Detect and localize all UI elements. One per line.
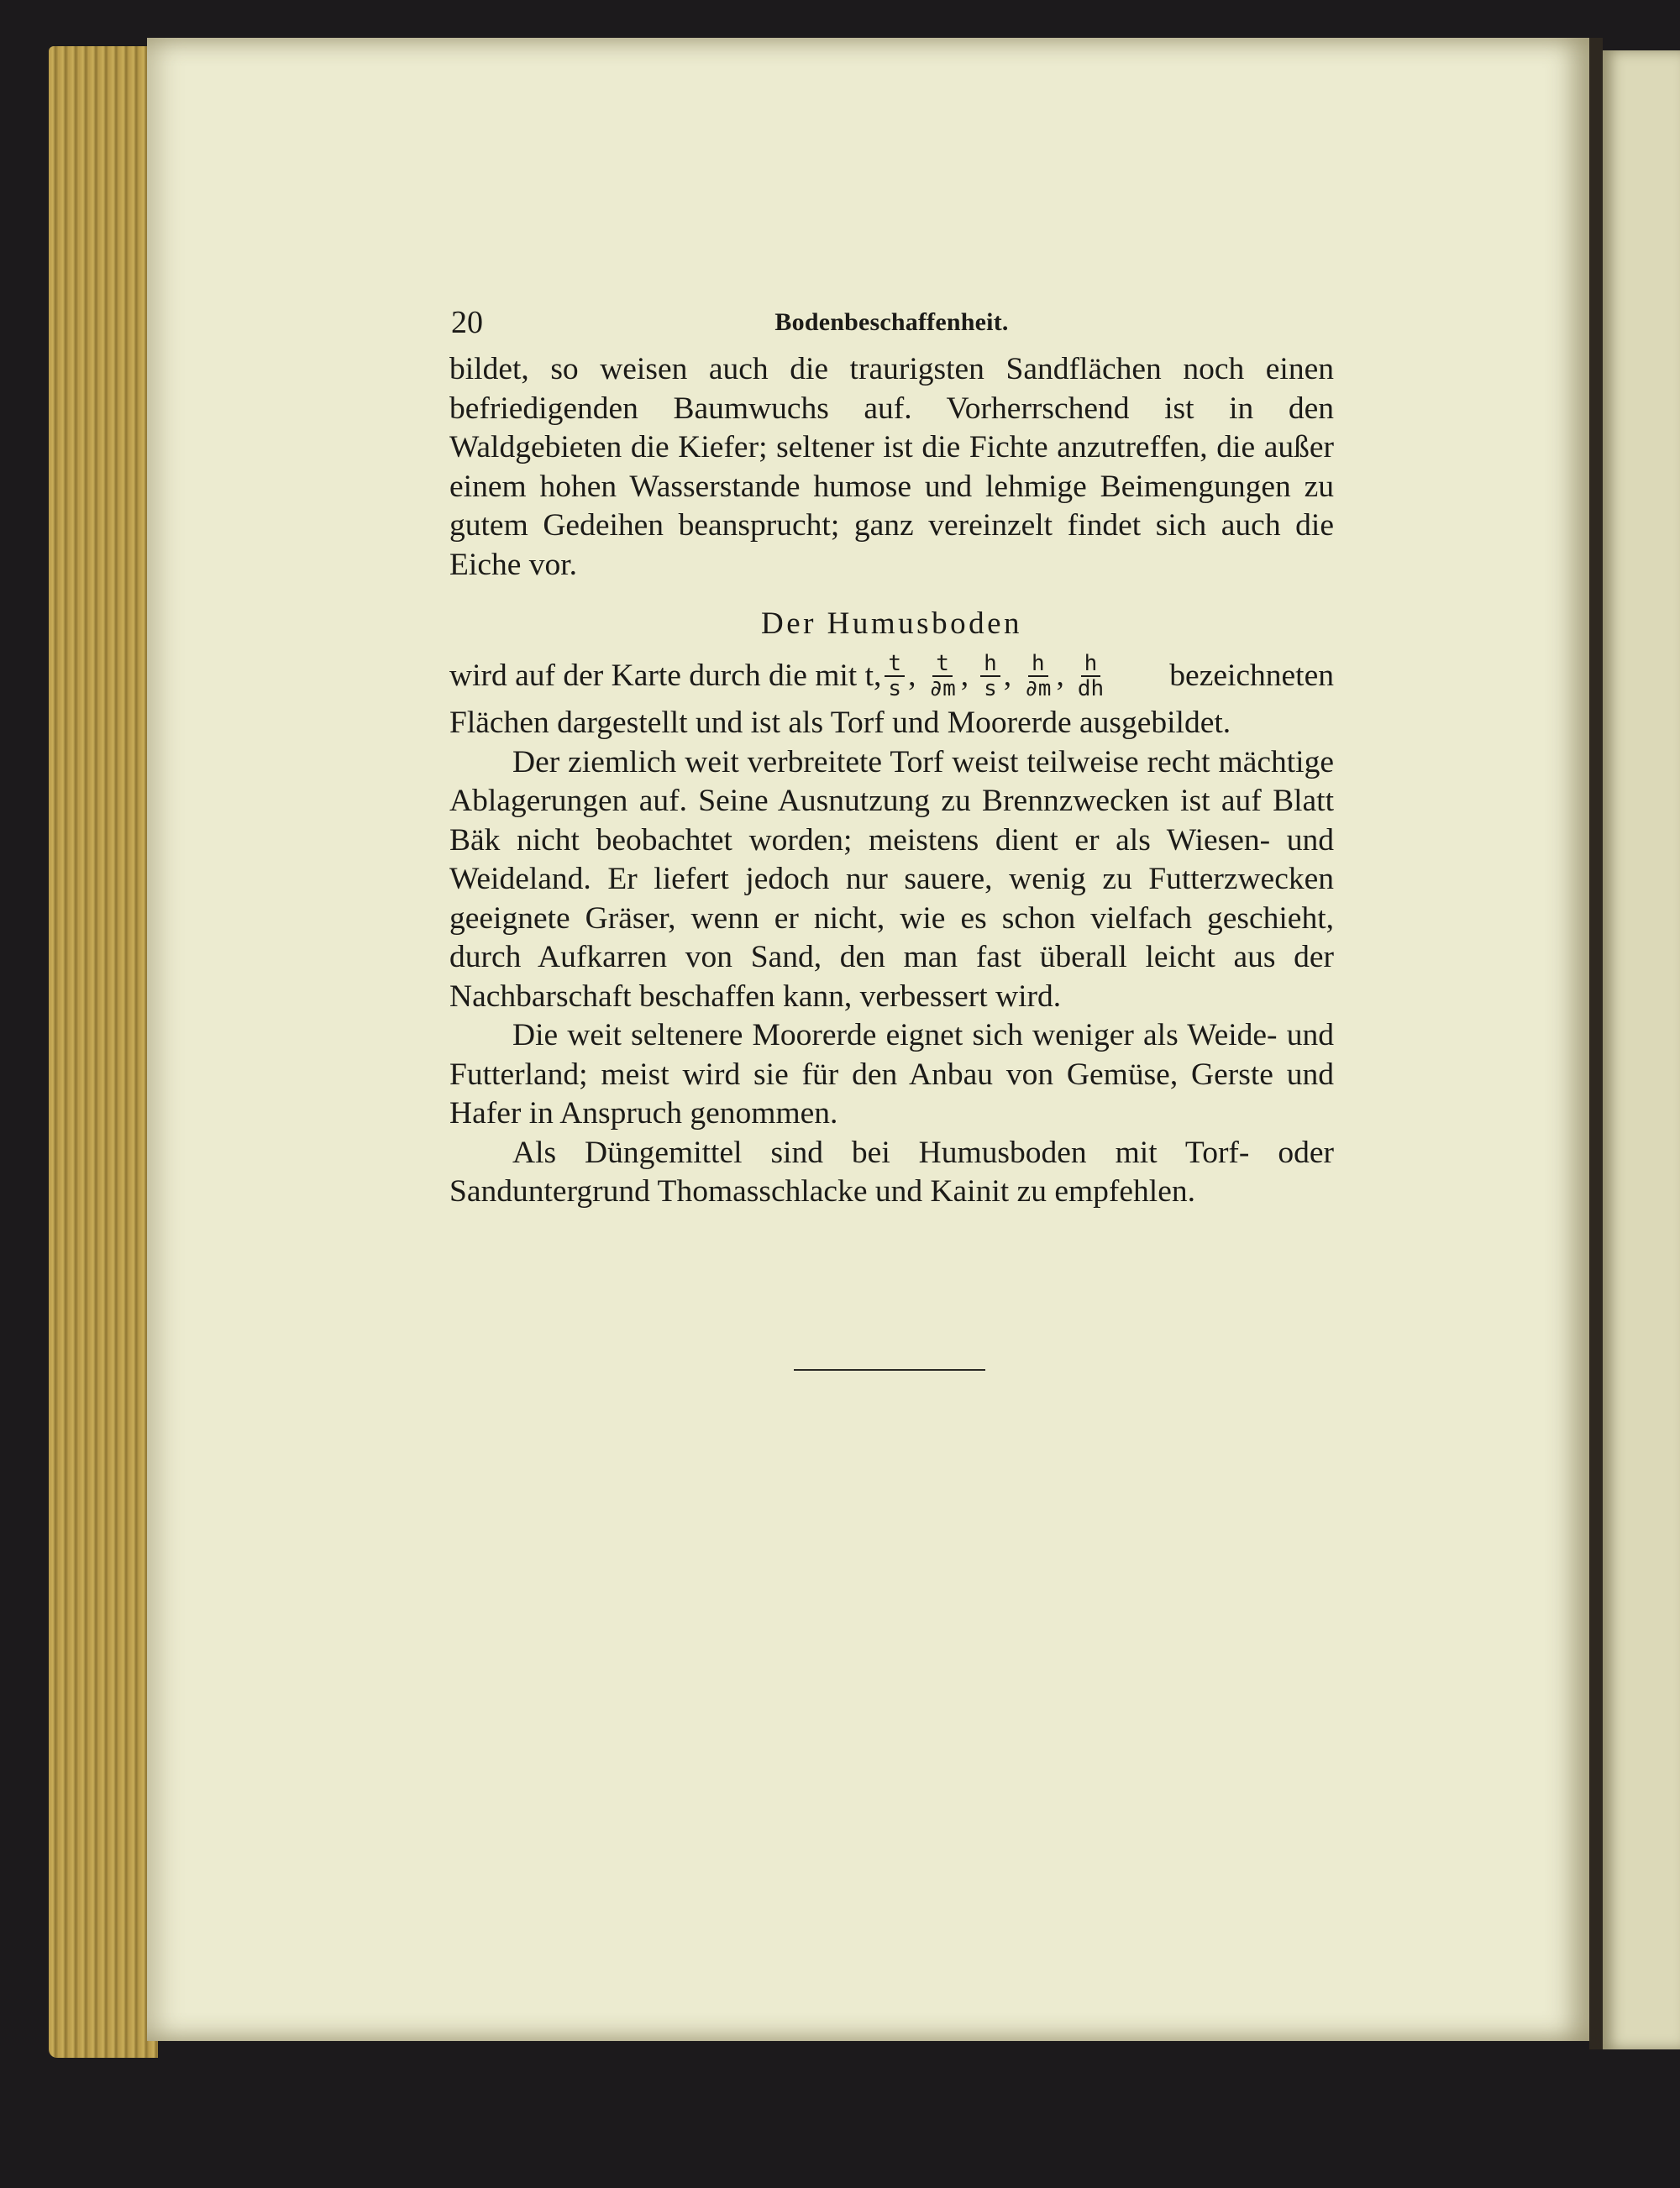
running-title: Bodenbeschaffenheit. <box>774 308 1009 336</box>
page-content <box>449 298 1334 1212</box>
formula-prefix: wird auf der Karte durch die mit t, <box>449 658 882 693</box>
fraction: $\frac{h}{s}$ <box>980 652 1000 700</box>
formula-group: wird auf der Karte durch die mit t, $\frac{t}{s}$ , $\frac{t}{\partial m}$ , $\frac{h}{s}$ , $\frac{h}{\partial m}$ , $\frac{h}{dh}$ <box>449 651 1105 701</box>
section-heading: Der Humusboden <box>760 606 1023 641</box>
fraction: $\frac{t}{s}$ <box>885 652 905 700</box>
fraction: $\frac{t}{\partial m}$ <box>929 651 956 701</box>
page-number: 20 <box>451 305 483 340</box>
formula-line <box>449 648 1334 704</box>
intro-paragraph: bildet, so weisen auch die traurigsten Sandflächen noch einen befriedigenden Baumwuchs auf. Vorherrschend ist in den Waldgebieten die Kiefer; seltener ist die Fichte anzutreffen, die außer einem hohen Wasserstande humose und lehmige Beimengungen zu gutem Gedeihen beansprucht; ganz vereinzelt findet sich auch die Eiche vor. <box>449 352 1334 582</box>
fraction: $\frac{h}{\partial m}$ <box>1025 651 1052 701</box>
end-rule <box>794 1369 985 1371</box>
paragraph-duengemittel: Als Düngemittel sind bei Humusboden mit Torf- oder Sanduntergrund Thomasschlacke und Kainit zu empfehlen. <box>449 1135 1334 1209</box>
book-page-edges <box>49 46 158 2058</box>
paragraph-torf: Der ziemlich weit verbreitete Torf weist teilweise recht mächtige Ablagerungen auf. Seine Ausnutzung zu Brennzwecken ist auf Blatt Bäk nicht beobachtet worden; meistens dient er als Wiesen- und Weideland. Er liefert jedoch nur sauere, wenig zu Futterzwecken geeignete Gräser, wenn er nicht, wie es schon vielfach geschieht, durch Aufkarren von Sand, den man fast überall leicht aus der Nachbarschaft beschaffen kann, verbessert wird. <box>449 744 1334 1014</box>
book-gutter <box>1589 38 1603 2049</box>
paragraph-moorerde: Die weit seltenere Moorerde eignet sich weniger als Weide- und Futterland; meist wird sie für den Anbau von Gemüse, Gerste und Hafer in Anspruch genommen. <box>449 1018 1334 1131</box>
formula-suffix: bezeichneten <box>1169 658 1334 693</box>
formula-continuation: Flächen dargestellt und ist als Torf und Moorerde ausgebildet. <box>449 706 1231 740</box>
facing-page-edge <box>1603 50 1680 2049</box>
fraction: $\frac{h}{dh}$ <box>1077 651 1105 701</box>
running-head <box>449 298 1334 347</box>
